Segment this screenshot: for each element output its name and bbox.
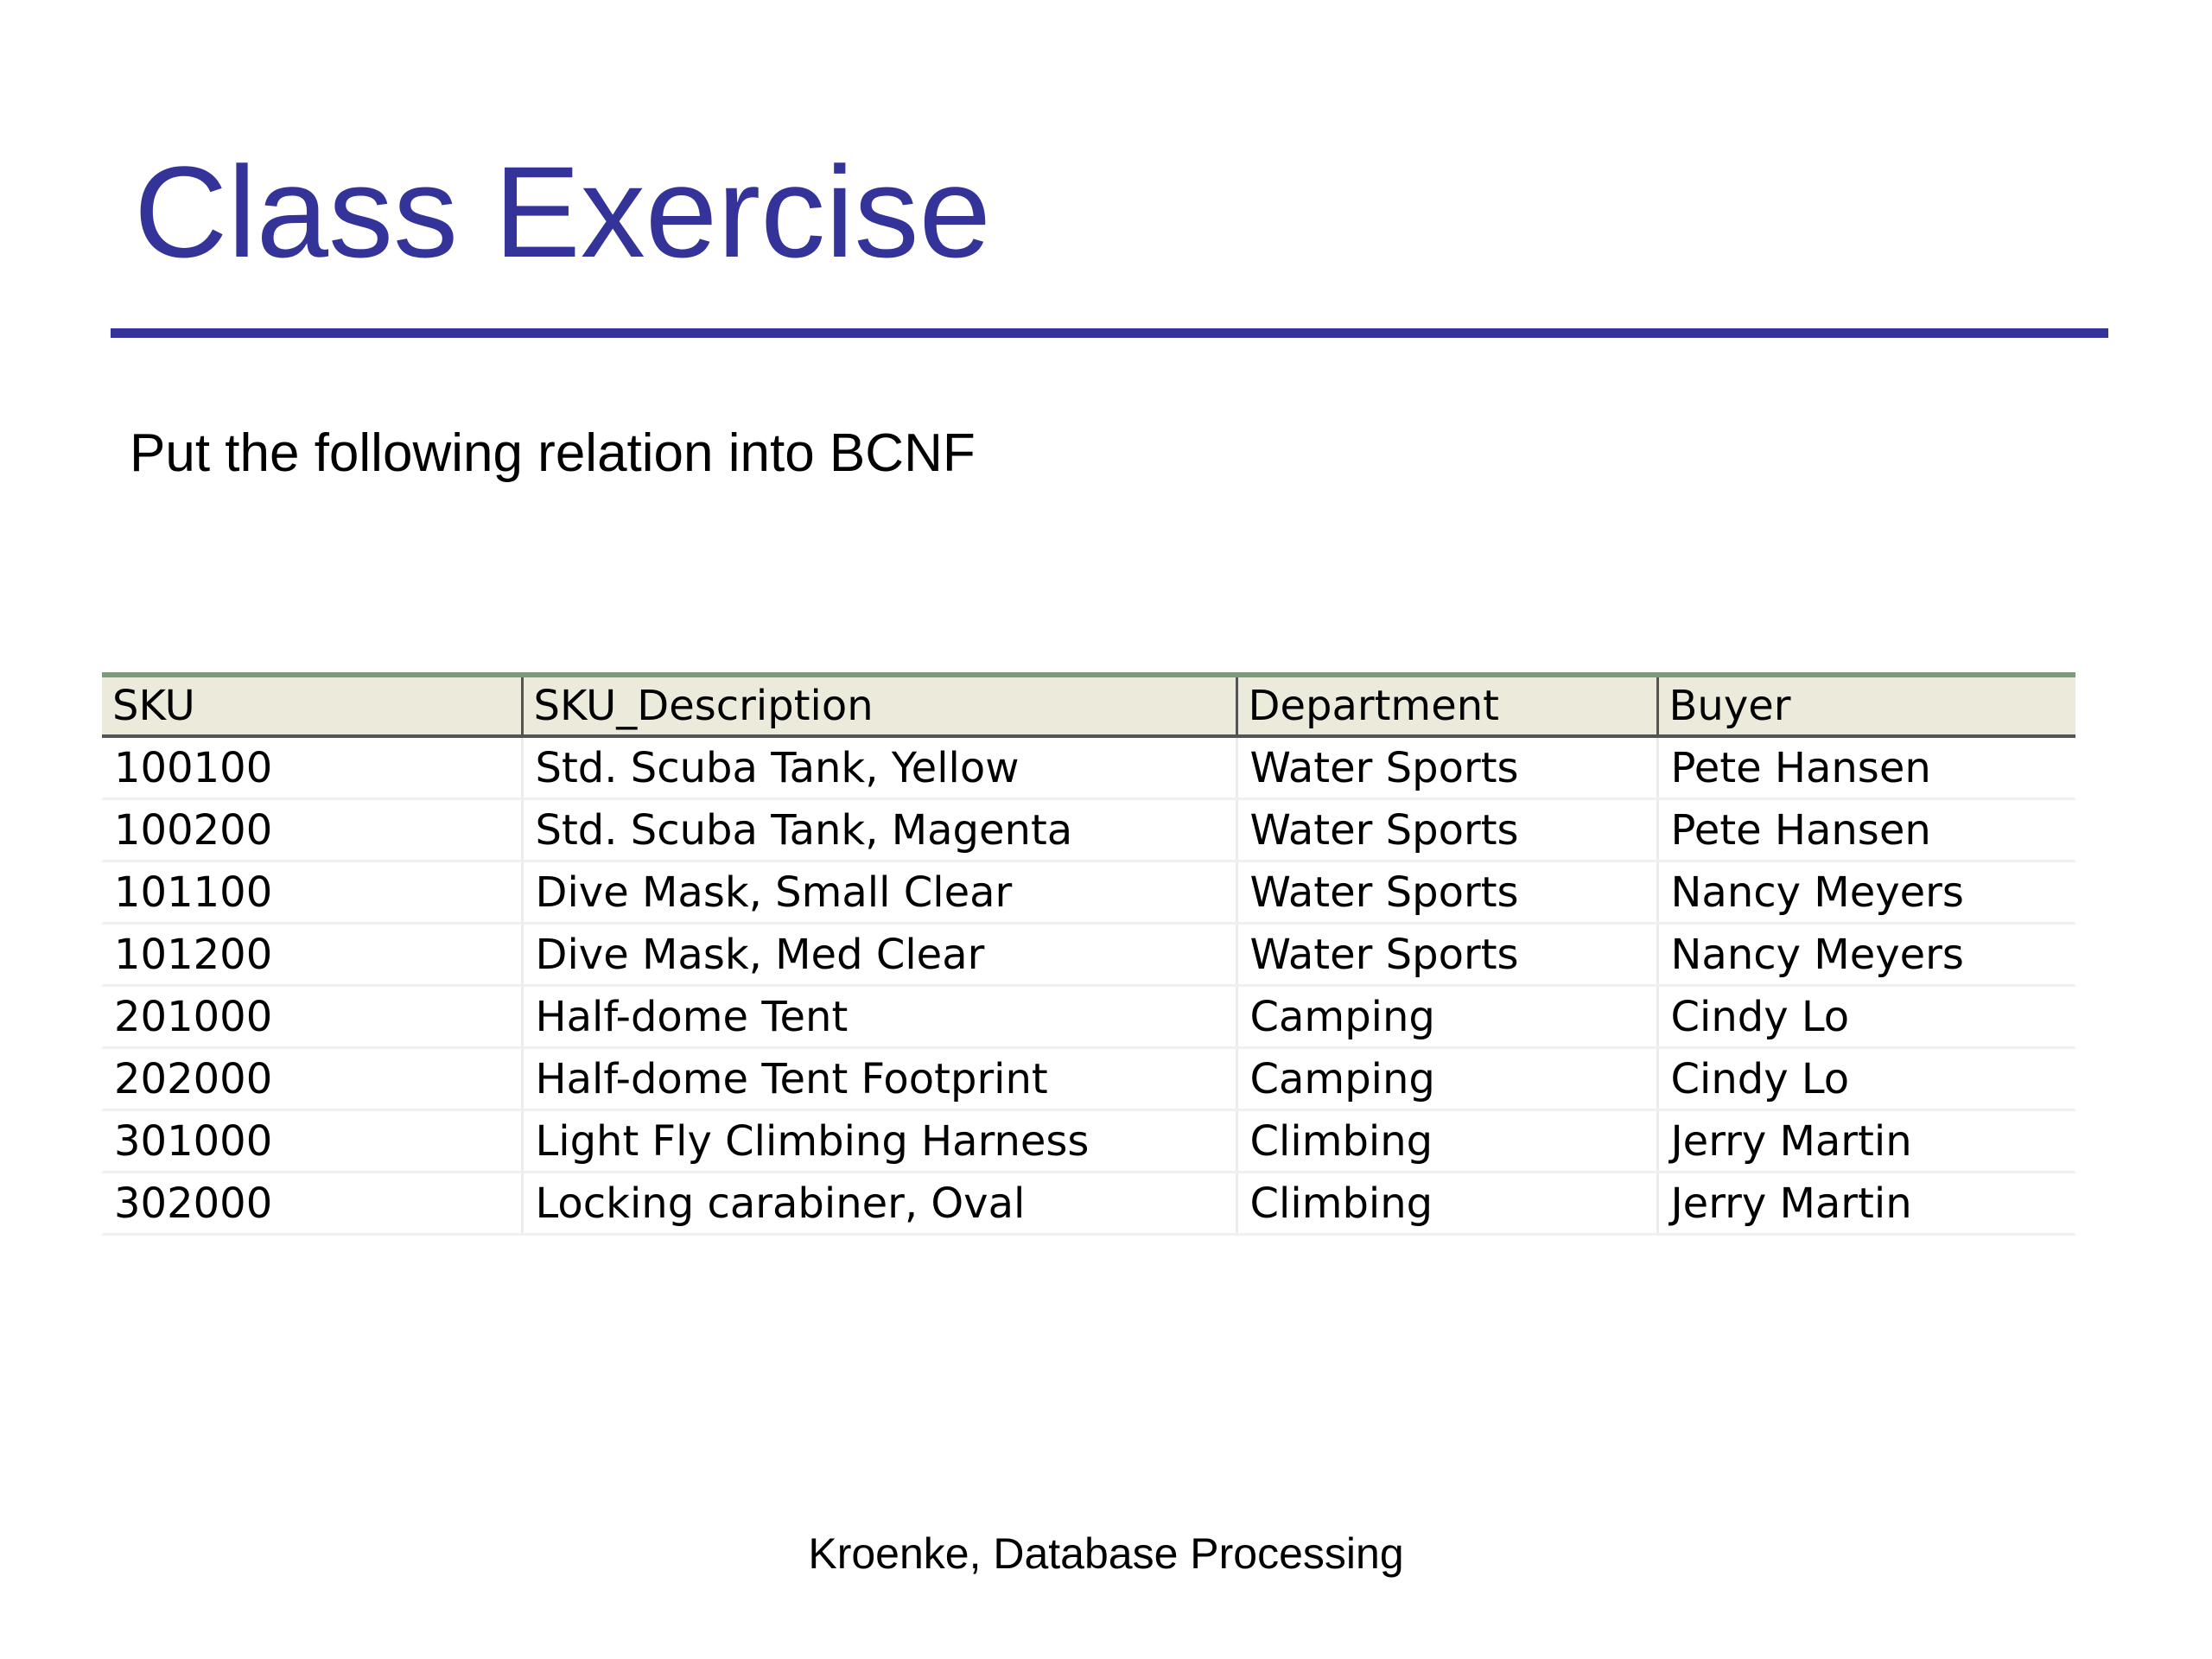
- cell-department: Water Sports: [1236, 861, 1657, 924]
- cell-department: Climbing: [1236, 1110, 1657, 1173]
- cell-buyer: Jerry Martin: [1657, 1173, 2075, 1235]
- table-row: [102, 799, 2075, 861]
- cell-buyer: Pete Hansen: [1657, 736, 2075, 799]
- column-header-department: Department: [1236, 675, 1657, 736]
- title-divider: [111, 328, 2108, 338]
- cell-buyer: Nancy Meyers: [1657, 861, 2075, 924]
- cell-sku-description: Dive Mask, Small Clear: [522, 861, 1236, 924]
- cell-sku: 302000: [102, 1173, 522, 1235]
- cell-buyer: Cindy Lo: [1657, 1048, 2075, 1110]
- table-header-row: [102, 675, 2075, 736]
- cell-sku: 100200: [102, 799, 522, 861]
- slide-title: Class Exercise: [134, 139, 991, 284]
- cell-sku-description: Light Fly Climbing Harness: [522, 1110, 1236, 1173]
- cell-sku-description: Std. Scuba Tank, Yellow: [522, 736, 1236, 799]
- cell-sku: 101200: [102, 924, 522, 986]
- cell-sku-description: Std. Scuba Tank, Magenta: [522, 799, 1236, 861]
- cell-department: Camping: [1236, 986, 1657, 1048]
- table-row: [102, 924, 2075, 986]
- cell-sku: 301000: [102, 1110, 522, 1173]
- cell-department: Water Sports: [1236, 924, 1657, 986]
- slide-subtitle: Put the following relation into BCNF: [130, 423, 976, 483]
- cell-sku: 101100: [102, 861, 522, 924]
- table-row: [102, 1110, 2075, 1173]
- cell-department: Water Sports: [1236, 736, 1657, 799]
- cell-department: Water Sports: [1236, 799, 1657, 861]
- cell-sku-description: Locking carabiner, Oval: [522, 1173, 1236, 1235]
- cell-sku-description: Half-dome Tent: [522, 986, 1236, 1048]
- relation-table-container: [102, 672, 2075, 1236]
- cell-sku-description: Half-dome Tent Footprint: [522, 1048, 1236, 1110]
- cell-department: Camping: [1236, 1048, 1657, 1110]
- slide-footer: Kroenke, Database Processing: [808, 1529, 1404, 1578]
- cell-sku: 202000: [102, 1048, 522, 1110]
- column-header-buyer: Buyer: [1669, 682, 1791, 730]
- table-row: [102, 986, 2075, 1048]
- cell-department: Climbing: [1236, 1173, 1657, 1235]
- cell-buyer: Pete Hansen: [1657, 799, 2075, 861]
- table-row: [102, 1173, 2075, 1235]
- cell-sku: 201000: [102, 986, 522, 1048]
- table-row: [102, 861, 2075, 924]
- column-header-sku: SKU: [102, 675, 522, 736]
- cell-buyer: Nancy Meyers: [1657, 924, 2075, 986]
- table-row: [102, 1048, 2075, 1110]
- cell-buyer: Jerry Martin: [1657, 1110, 2075, 1173]
- cell-sku-description: Dive Mask, Med Clear: [522, 924, 1236, 986]
- column-header-sku-description: SKU_Description: [522, 675, 1236, 736]
- cell-buyer: Cindy Lo: [1657, 986, 2075, 1048]
- cell-sku: 100100: [102, 736, 522, 799]
- table-row: [102, 736, 2075, 799]
- relation-table: [102, 672, 2075, 1236]
